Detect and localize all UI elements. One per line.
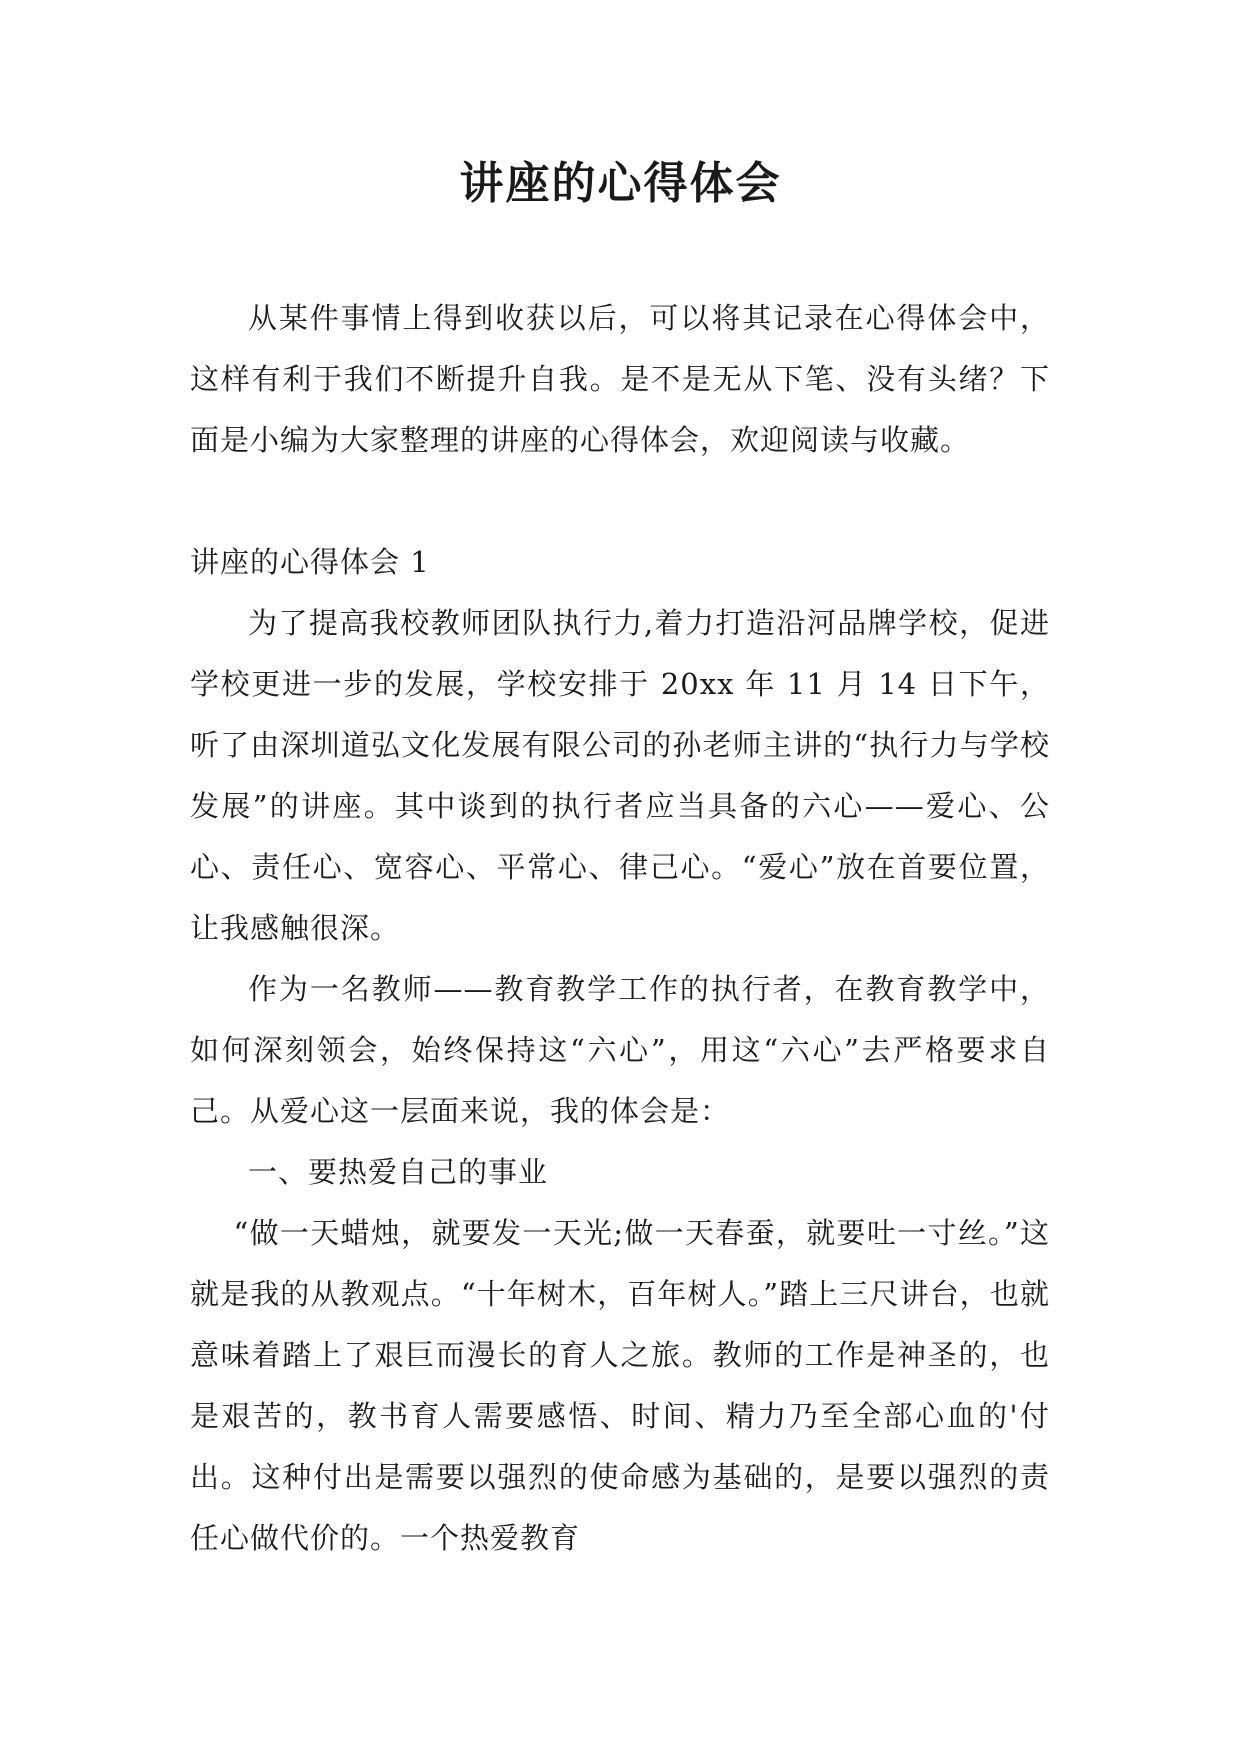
intro-paragraph: 从某件事情上得到收获以后，可以将其记录在心得体会中，这样有利于我们不断提升自我。是不是无从下笔、没有头绪？下面是小编为大家整理的讲座的心得体会，欢迎阅读与收藏。 [190, 301, 1050, 457]
body-paragraph: “做一天蜡烛，就要发一天光;做一天春蚕，就要吐一寸丝。”这就是我的从教观点。“十年树木，百年树人。”踏上三尺讲台，也就意味着踏上了艰巨而漫长的育人之旅。教师的工作是神圣的，也是艰苦的，教书育人需要感悟、时间、精力乃至全部心血的'付出。这种付出是需要以强烈的使命感为基础的，是要以强烈的责任心做代价的。一个热爱教育 [190, 1216, 1050, 1555]
subheading: 一、要热爱自己的事业 [248, 1155, 549, 1189]
body-paragraph: 作为一名教师——教育教学工作的执行者，在教育教学中，如何深刻领会，始终保持这“六心”，用这“六心”去严格要求自己。从爱心这一层面来说，我的体会是： [190, 972, 1050, 1128]
body-paragraph: 为了提高我校教师团队执行力,着力打造沿河品牌学校，促进学校更进一步的发展，学校安排于 20xx 年 11 月 14 日下午，听了由深圳道弘文化发展有限公司的孙老师主讲的“执行力与学校发展”的讲座。其中谈到的执行者应当具备的六心——爱心、公心、责任心、宽容心、平常心、律己心。“爱心”放在首要位置，让我感触很深。 [190, 606, 1050, 945]
paragraph-spacer [190, 471, 1050, 532]
document-title: 讲座的心得体会 [459, 158, 782, 209]
section-heading: 讲座的心得体会 1 [190, 545, 430, 579]
document-body [190, 288, 1050, 1569]
